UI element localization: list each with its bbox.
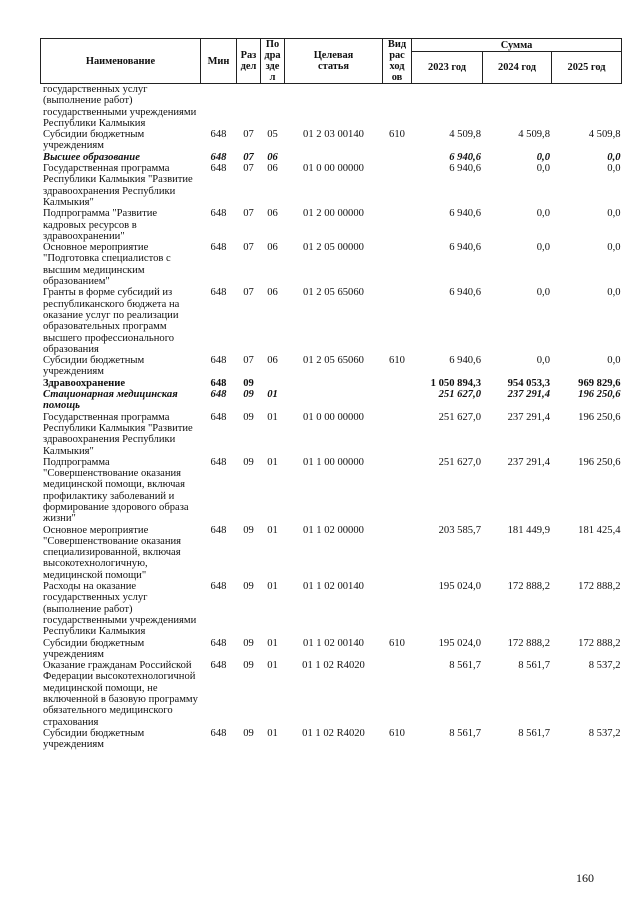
cell-min: 648 — [210, 411, 227, 423]
cell-2024: 4 509,8 — [518, 129, 550, 141]
cell-2025: 8 537,2 — [588, 727, 621, 739]
cell-2023: 251 627,0 — [438, 456, 481, 468]
table-row — [41, 728, 622, 751]
cell-podrazdel: 06 — [267, 242, 278, 254]
cell-razdel: 09 — [243, 581, 254, 593]
cell-name: Субсидии бюджетным учреждениям — [43, 129, 145, 152]
cell-target: 01 0 00 00000 — [303, 163, 364, 175]
cell-vid — [383, 163, 412, 208]
cell-target — [285, 152, 383, 163]
cell-2025: 4 509,8 — [588, 129, 621, 141]
table-row — [41, 208, 622, 242]
cell-min: 648 — [210, 524, 227, 536]
table-body — [41, 84, 622, 751]
cell-min — [201, 84, 237, 130]
cell-podrazdel: 01 — [267, 637, 278, 649]
cell-podrazdel — [261, 378, 285, 389]
cell-name: Основное мероприятие "Совершенствование оказания специализированной, включая высокотехнологичную, медицинской помощи" — [43, 524, 182, 581]
cell-2023: 195 024,0 — [438, 637, 481, 649]
cell-target: 01 0 00 00000 — [303, 411, 364, 423]
cell-podrazdel: 05 — [267, 129, 278, 141]
table-row — [41, 660, 622, 728]
cell-name: Субсидии бюджетным учреждениям — [43, 727, 145, 751]
table-row — [41, 355, 622, 378]
cell-name: Высшее образование — [43, 151, 140, 163]
cell-name: Государственная программа Республики Калмыкия "Развитие здравоохранения Республики Калмыкия" — [43, 163, 193, 208]
cell-target: 01 2 00 00000 — [303, 208, 364, 220]
cell-2023: 6 940,6 — [449, 163, 481, 175]
cell-target: 01 1 02 00140 — [303, 637, 364, 649]
table-row — [41, 378, 622, 389]
header-2024: 2024 год — [483, 52, 552, 84]
cell-podrazdel: 06 — [267, 151, 278, 163]
cell-2023: 251 627,0 — [438, 411, 481, 423]
page-number: 160 — [576, 871, 594, 885]
cell-vid — [383, 84, 412, 130]
cell-target — [285, 84, 383, 130]
cell-razdel: 07 — [243, 163, 254, 175]
cell-podrazdel: 01 — [267, 727, 278, 739]
cell-target: 01 2 03 00140 — [303, 129, 364, 141]
table-row — [41, 152, 622, 163]
header-razdel: Раз дел — [237, 39, 261, 84]
cell-2025: 172 888,2 — [578, 581, 621, 593]
cell-2024: 172 888,2 — [507, 581, 550, 593]
cell-min: 648 — [210, 151, 227, 163]
cell-razdel: 07 — [243, 151, 254, 163]
cell-podrazdel: 06 — [267, 163, 278, 175]
cell-podrazdel: 01 — [267, 456, 278, 468]
cell-2023: 251 627,0 — [438, 389, 481, 401]
header-min: Мин — [201, 39, 237, 84]
cell-vid: 610 — [389, 637, 405, 649]
cell-razdel: 07 — [243, 355, 254, 367]
cell-2023: 6 940,6 — [449, 287, 481, 299]
cell-target: 01 2 05 65060 — [303, 287, 364, 299]
table-row — [41, 638, 622, 661]
cell-2024: 954 053,3 — [507, 377, 550, 389]
cell-target: 01 2 05 00000 — [303, 242, 364, 254]
cell-name: Субсидии бюджетным учреждениям — [43, 355, 145, 378]
cell-2025: 0,0 — [607, 163, 621, 175]
cell-2025 — [552, 84, 622, 130]
cell-razdel: 09 — [243, 660, 254, 672]
cell-2023: 8 561,7 — [449, 727, 481, 739]
cell-razdel — [237, 84, 261, 130]
cell-vid — [383, 378, 412, 389]
cell-2023: 1 050 894,3 — [430, 377, 481, 389]
table-row — [41, 287, 622, 355]
cell-target: 01 1 02 00000 — [303, 524, 364, 536]
cell-min: 648 — [210, 208, 227, 220]
cell-vid: 610 — [389, 727, 405, 739]
cell-vid — [383, 581, 412, 637]
cell-2024 — [483, 84, 552, 130]
cell-2023: 6 940,6 — [449, 208, 481, 220]
budget-table — [40, 38, 622, 751]
cell-min: 648 — [210, 242, 227, 254]
cell-2023: 6 940,6 — [449, 242, 481, 254]
cell-razdel: 09 — [243, 456, 254, 468]
cell-podrazdel: 06 — [267, 208, 278, 220]
cell-name: Подпрограмма "Развитие кадровых ресурсов в здравоохранении" — [43, 208, 158, 242]
cell-2023: 6 940,6 — [449, 151, 481, 163]
cell-vid — [383, 457, 412, 525]
header-sum: Сумма — [412, 39, 622, 52]
cell-2023: 6 940,6 — [449, 355, 481, 367]
header-2025: 2025 год — [552, 52, 622, 84]
cell-min: 648 — [210, 389, 227, 401]
cell-vid — [383, 242, 412, 287]
cell-vid — [383, 660, 412, 728]
cell-name: Оказание гражданам Российской Федерации высокотехнологичной медицинской помощи, не включенной в базовую программу обязательного медицинского страхования — [43, 660, 198, 728]
cell-target: 01 1 02 R4020 — [302, 660, 365, 672]
cell-2024: 0,0 — [536, 242, 550, 254]
cell-2024: 172 888,2 — [507, 637, 550, 649]
cell-razdel: 09 — [243, 377, 254, 389]
table-row — [41, 581, 622, 637]
cell-name: Стационарная медицинская помощь — [43, 389, 178, 412]
table-row — [41, 525, 622, 581]
cell-2024: 0,0 — [536, 287, 550, 299]
cell-podrazdel — [261, 84, 285, 130]
table-row — [41, 129, 622, 152]
cell-2023: 4 509,8 — [449, 129, 481, 141]
cell-2024: 237 291,4 — [507, 411, 550, 423]
cell-2024: 0,0 — [536, 355, 550, 367]
cell-2025: 0,0 — [607, 208, 621, 220]
cell-name: Основное мероприятие "Подготовка специалистов с высшим медицинским образованием" — [43, 242, 171, 288]
cell-min: 648 — [210, 660, 227, 672]
cell-razdel: 07 — [243, 208, 254, 220]
cell-2024: 181 449,9 — [507, 524, 550, 536]
cell-podrazdel: 01 — [267, 389, 278, 401]
table-row — [41, 242, 622, 287]
cell-min: 648 — [210, 377, 227, 389]
cell-2024: 0,0 — [536, 163, 550, 175]
cell-vid: 610 — [389, 129, 405, 141]
cell-name: Гранты в форме субсидий из республиканского бюджета на оказание услуг по реализации образовательных программ высшего профессионального образования — [43, 287, 180, 355]
cell-min: 648 — [210, 287, 227, 299]
table-row — [41, 389, 622, 412]
cell-2024: 237 291,4 — [507, 389, 550, 401]
cell-2025: 0,0 — [607, 355, 621, 367]
cell-2025: 969 829,6 — [578, 377, 621, 389]
cell-razdel: 09 — [243, 524, 254, 536]
cell-podrazdel: 06 — [267, 355, 278, 367]
cell-2023: 8 561,7 — [449, 660, 481, 672]
cell-min: 648 — [210, 581, 227, 593]
cell-2025: 196 250,6 — [578, 456, 621, 468]
cell-razdel: 07 — [243, 287, 254, 299]
table-row — [41, 412, 622, 457]
cell-name: государственных услуг (выполнение работ) государственными учреждениями Республики Калмыкия — [43, 84, 197, 129]
cell-2025: 0,0 — [607, 287, 621, 299]
cell-2025: 172 888,2 — [578, 637, 621, 649]
header-2023: 2023 год — [412, 52, 483, 84]
cell-2024: 0,0 — [536, 208, 550, 220]
cell-name: Субсидии бюджетным учреждениям — [43, 637, 145, 660]
cell-2023 — [412, 84, 483, 130]
table-row — [41, 84, 622, 130]
cell-2024: 0,0 — [536, 151, 550, 163]
cell-target: 01 1 02 R4020 — [302, 727, 365, 739]
cell-name: Здравоохранение — [43, 377, 126, 389]
cell-razdel: 09 — [243, 637, 254, 649]
cell-vid — [383, 412, 412, 457]
cell-2025: 0,0 — [607, 151, 621, 163]
cell-vid — [383, 389, 412, 412]
cell-min: 648 — [210, 355, 227, 367]
cell-podrazdel: 01 — [267, 524, 278, 536]
cell-min: 648 — [210, 456, 227, 468]
cell-target: 01 2 05 65060 — [303, 355, 364, 367]
cell-target: 01 1 00 00000 — [303, 456, 364, 468]
header-vid: Вид рас ход ов — [383, 39, 412, 84]
cell-2024: 8 561,7 — [518, 660, 550, 672]
cell-vid — [383, 208, 412, 242]
cell-2023: 195 024,0 — [438, 581, 481, 593]
cell-vid — [383, 287, 412, 355]
cell-razdel: 07 — [243, 242, 254, 254]
header-target: Целевая статья — [285, 39, 383, 84]
budget-table-sheet — [40, 38, 621, 751]
cell-podrazdel: 01 — [267, 411, 278, 423]
cell-target — [285, 389, 383, 412]
cell-podrazdel: 01 — [267, 660, 278, 672]
cell-razdel: 09 — [243, 727, 254, 739]
cell-min: 648 — [210, 163, 227, 175]
cell-2025: 0,0 — [607, 242, 621, 254]
cell-vid — [383, 152, 412, 163]
cell-name: Подпрограмма "Совершенствование оказания медицинской помощи, включая профилактику заболеваний и формирование здорового образа жизни" — [43, 456, 189, 525]
cell-podrazdel: 06 — [267, 287, 278, 299]
cell-vid — [383, 525, 412, 581]
cell-2025: 181 425,4 — [578, 524, 621, 536]
cell-target — [285, 378, 383, 389]
cell-vid: 610 — [389, 355, 405, 367]
table-row — [41, 457, 622, 525]
cell-2025: 196 250,6 — [578, 389, 621, 401]
cell-target: 01 1 02 00140 — [303, 581, 364, 593]
table-header — [41, 39, 622, 84]
cell-2025: 196 250,6 — [578, 411, 621, 423]
cell-razdel: 09 — [243, 411, 254, 423]
cell-razdel: 09 — [243, 389, 254, 401]
header-podrazdel: По дра зде л — [261, 39, 285, 84]
cell-2025: 8 537,2 — [588, 660, 621, 672]
table-row — [41, 163, 622, 208]
cell-2024: 237 291,4 — [507, 456, 550, 468]
cell-podrazdel: 01 — [267, 581, 278, 593]
cell-name: Расходы на оказание государственных услуг (выполнение работ) государственными учреждениями Республики Калмыкия — [43, 581, 197, 638]
cell-name: Государственная программа Республики Калмыкия "Развитие здравоохранения Республики Калмыкия" — [43, 411, 193, 457]
header-name: Наименование — [41, 39, 201, 84]
cell-min: 648 — [210, 727, 227, 739]
cell-2023: 203 585,7 — [438, 524, 481, 536]
cell-razdel: 07 — [243, 129, 254, 141]
cell-min: 648 — [210, 637, 227, 649]
cell-2024: 8 561,7 — [518, 727, 550, 739]
cell-min: 648 — [210, 129, 227, 141]
